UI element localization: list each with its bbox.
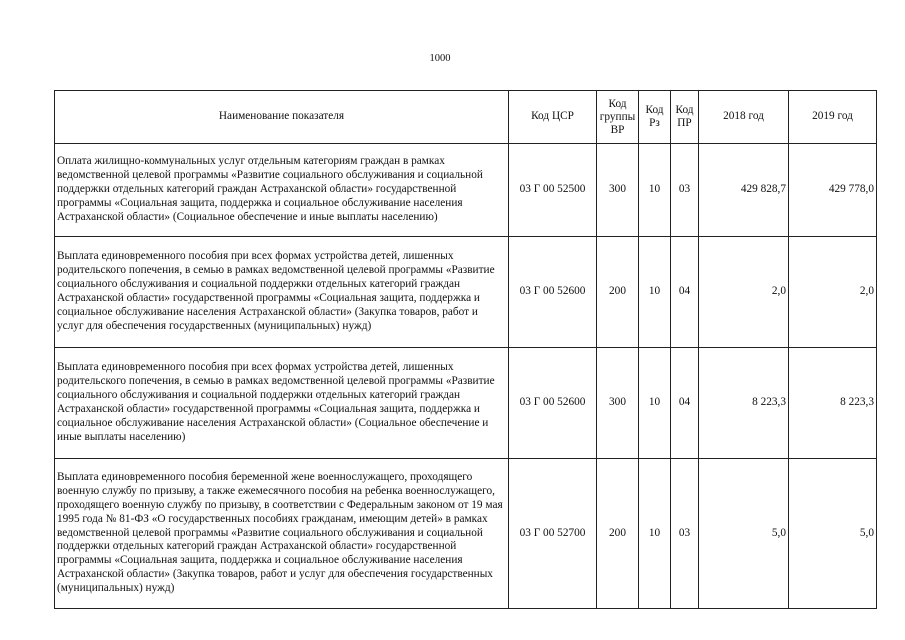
- row-vr-code: 200: [597, 237, 639, 348]
- row-value-2019: 5,0: [789, 459, 877, 609]
- table-row: [55, 459, 877, 609]
- row-value-2019: 429 778,0: [789, 144, 877, 237]
- row-rz-code: 10: [639, 459, 671, 609]
- header-pr-code: Код ПР: [671, 91, 699, 144]
- table-row: [55, 237, 877, 348]
- row-pr-code: 03: [671, 144, 699, 237]
- table-row: [55, 144, 877, 237]
- row-csr-code: 03 Г 00 52600: [509, 348, 597, 459]
- row-value-2018: 2,0: [699, 237, 789, 348]
- row-vr-code: 300: [597, 144, 639, 237]
- row-pr-code: 04: [671, 348, 699, 459]
- header-year-2019: 2019 год: [789, 91, 877, 144]
- row-pr-code: 04: [671, 237, 699, 348]
- budget-table: [54, 90, 877, 609]
- row-value-2018: 8 223,3: [699, 348, 789, 459]
- table-row: [55, 348, 877, 459]
- header-vr-code: Код группы ВР: [597, 91, 639, 144]
- row-csr-code: 03 Г 00 52700: [509, 459, 597, 609]
- row-vr-code: 200: [597, 459, 639, 609]
- row-name: Выплата единовременного пособия при всех формах устройства детей, лишенных родительского попечения, в семью в рамках ведомственной целевой программы «Развитие социального обслуживания и социальной поддержки отдельных категорий граждан Астраханской области» государственной программы «Социальная защита, поддержка и социальное обслуживание населения Астраханской области» (Закупка товаров, работ и услуг для обеспечения государственных (муниципальных) нужд): [55, 237, 509, 348]
- header-csr-code: Код ЦСР: [509, 91, 597, 144]
- row-csr-code: 03 Г 00 52600: [509, 237, 597, 348]
- row-value-2019: 8 223,3: [789, 348, 877, 459]
- row-value-2018: 429 828,7: [699, 144, 789, 237]
- row-name: Оплата жилищно-коммунальных услуг отдельным категориям граждан в рамках ведомственной целевой программы «Развитие социального обслуживания и социальной поддержки отдельных категорий граждан Астраханской области» государственной программы «Социальная защита, поддержка и социальное обслуживание населения Астраханской области» (Социальное обеспечение и иные выплаты населению): [55, 144, 509, 237]
- row-rz-code: 10: [639, 144, 671, 237]
- header-name: Наименование показателя: [55, 91, 509, 144]
- table-header-row: [55, 91, 877, 144]
- row-rz-code: 10: [639, 348, 671, 459]
- row-rz-code: 10: [639, 237, 671, 348]
- header-rz-code: Код Рз: [639, 91, 671, 144]
- row-value-2018: 5,0: [699, 459, 789, 609]
- header-year-2018: 2018 год: [699, 91, 789, 144]
- page-number: 1000: [429, 53, 451, 64]
- row-name: Выплата единовременного пособия при всех формах устройства детей, лишенных родительского попечения, в семью в рамках ведомственной целевой программы «Развитие социального обслуживания и социальной поддержки отдельных категорий граждан Астраханской области» государственной программы «Социальная защита, поддержка и социальное обслуживание населения Астраханской области» (Социальное обеспечение и иные выплаты населению): [55, 348, 509, 459]
- row-csr-code: 03 Г 00 52500: [509, 144, 597, 237]
- row-value-2019: 2,0: [789, 237, 877, 348]
- row-pr-code: 03: [671, 459, 699, 609]
- row-vr-code: 300: [597, 348, 639, 459]
- row-name: Выплата единовременного пособия беременной жене военнослужащего, проходящего военную службу по призыву, а также ежемесячного пособия на ребенка военнослужащего, проходящего военную службу по призыву, в соответствии с Федеральным законом от 19 мая 1995 года № 81-ФЗ «О государственных пособиях гражданам, имеющим детей» в рамках ведомственной целевой программы «Развитие социального обслуживания и социальной поддержки отдельных категорий граждан Астраханской области» государственной программы «Социальная защита, поддержка и социальное обслуживание населения Астраханской области» (Закупка товаров, работ и услуг для обеспечения государственных (муниципальных) нужд): [55, 459, 509, 609]
